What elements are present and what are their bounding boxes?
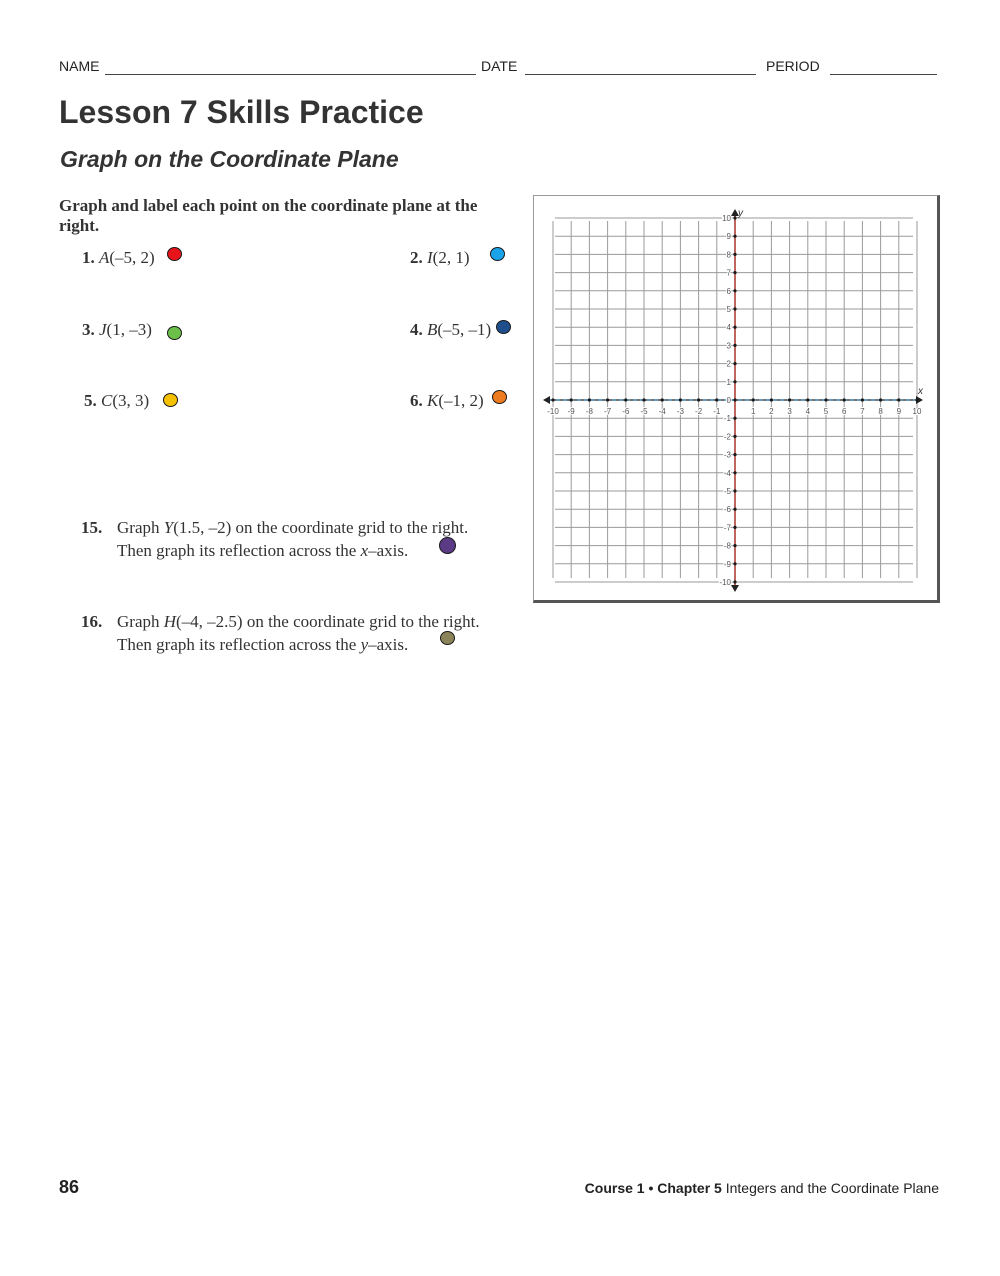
y-axis-arrow-down [731, 585, 739, 592]
problem-number: 3. [82, 320, 95, 339]
x-tick-dot [770, 398, 773, 401]
x-tick-label: -3 [676, 407, 684, 416]
x-tick-dot [606, 398, 609, 401]
x-tick-dot [642, 398, 645, 401]
y-axis-label: y [738, 208, 743, 219]
y-tick-dot [733, 489, 736, 492]
y-tick-label: -8 [723, 541, 731, 551]
point-coords: (1, –3) [106, 320, 152, 339]
point-letter: J [99, 320, 107, 339]
x-tick-label: 3 [787, 407, 792, 416]
y-tick-label: 10 [722, 214, 731, 223]
x-tick-label: -7 [604, 407, 612, 416]
task-line-2: Then graph its reflection across the y–axis. [117, 635, 409, 654]
x-tick-dot [824, 398, 827, 401]
point-coords: (–5, –1) [437, 320, 492, 339]
x-tick-label: -6 [622, 407, 630, 416]
draggable-point-c[interactable] [163, 393, 178, 407]
y-tick-label: -9 [723, 559, 731, 569]
x-tick-label: -9 [567, 407, 575, 416]
problem-number: 2. [410, 248, 423, 267]
draggable-point-i[interactable] [490, 247, 505, 261]
y-tick-label: 6 [726, 286, 731, 296]
x-tick-dot [788, 398, 791, 401]
x-tick-label: 10 [912, 407, 922, 416]
x-tick-dot [570, 398, 573, 401]
problem-number: 5. [84, 391, 97, 410]
page-subtitle: Graph on the Coordinate Plane [60, 146, 399, 172]
point-letter: B [427, 320, 438, 339]
x-tick-dot [697, 398, 700, 401]
x-tick-dot [588, 398, 591, 401]
x-tick-label: 4 [805, 407, 811, 416]
y-tick-label: 2 [726, 359, 731, 369]
problem-4 [410, 320, 491, 340]
y-tick-dot [733, 271, 736, 274]
problem-3 [82, 320, 152, 340]
problem-1 [82, 248, 155, 268]
footer-course: Course 1 • Chapter 5 Integers and the Coordinate Plane [584, 1180, 939, 1196]
problem-number: 4. [410, 320, 423, 339]
point-letter: A [99, 248, 110, 267]
x-tick-label: 7 [860, 407, 865, 416]
y-tick-dot [733, 362, 736, 365]
x-tick-label: 1 [750, 407, 756, 416]
coordinate-plane[interactable] [533, 195, 939, 602]
date-field[interactable] [525, 74, 756, 75]
y-tick-label: -3 [723, 450, 731, 460]
problem-number: 6. [410, 391, 423, 410]
y-tick-dot [733, 544, 736, 547]
task-line-1: Graph Y(1.5, –2) on the coordinate grid to the right. [117, 518, 469, 537]
problem-6 [410, 391, 484, 411]
x-tick-dot [861, 398, 864, 401]
x-tick-label: -2 [695, 407, 703, 416]
y-tick-dot [733, 216, 736, 219]
y-tick-label: -4 [723, 468, 731, 478]
y-tick-dot [733, 326, 736, 329]
y-tick-label: 7 [726, 268, 731, 278]
y-tick-label: 8 [726, 250, 731, 260]
y-tick-label: 5 [726, 305, 731, 314]
point-letter: C [101, 391, 113, 410]
y-tick-dot [733, 289, 736, 292]
y-tick-label: -5 [723, 487, 731, 496]
point-letter: I [427, 248, 433, 267]
y-tick-label: 9 [726, 232, 731, 242]
x-tick-dot [915, 398, 918, 401]
problem-2 [410, 248, 470, 268]
point-coords: (3, 3) [112, 391, 150, 410]
x-tick-label: -8 [585, 407, 593, 416]
y-tick-dot [733, 307, 736, 310]
y-tick-dot [733, 580, 736, 583]
y-tick-dot [733, 562, 736, 565]
x-tick-label: 8 [878, 407, 883, 416]
task-line-1: Graph H(–4, –2.5) on the coordinate grid to the right. [117, 612, 480, 631]
y-tick-label: -2 [723, 432, 731, 442]
task-number: 15. [81, 518, 103, 537]
y-tick-label: -6 [723, 505, 731, 515]
x-tick-label: 5 [823, 407, 829, 416]
page-number: 86 [59, 1177, 80, 1197]
page-title: Lesson 7 Skills Practice [59, 94, 424, 130]
x-axis-arrow-left [543, 396, 550, 404]
y-tick-dot [733, 380, 736, 383]
x-tick-label: -1 [713, 407, 721, 416]
y-tick-label: -10 [719, 578, 731, 587]
name-field[interactable] [105, 74, 476, 75]
period-label: PERIOD [766, 58, 820, 74]
x-tick-dot [679, 398, 682, 401]
draggable-point-y[interactable] [439, 537, 456, 554]
y-tick-label: 0 [726, 396, 731, 405]
x-tick-label: 6 [841, 407, 847, 416]
x-tick-label: 2 [769, 407, 774, 416]
axis-ticks [551, 216, 918, 583]
x-tick-dot [551, 398, 554, 401]
y-tick-dot [733, 508, 736, 511]
y-tick-label: 3 [726, 341, 731, 351]
x-tick-dot [879, 398, 882, 401]
x-tick-dot [752, 398, 755, 401]
y-tick-label: 4 [726, 323, 731, 333]
x-tick-dot [897, 398, 900, 401]
y-tick-label: -1 [723, 414, 731, 424]
y-tick-dot [733, 526, 736, 529]
problem-5 [84, 391, 149, 411]
draggable-point-b[interactable] [496, 320, 511, 334]
period-field[interactable] [830, 74, 937, 75]
point-coords: (2, 1) [432, 248, 470, 267]
y-tick-dot [733, 435, 736, 438]
point-letter: K [427, 391, 439, 410]
x-tick-dot [843, 398, 846, 401]
x-tick-label: -10 [547, 407, 559, 416]
x-tick-label: 9 [896, 407, 902, 416]
y-tick-label: -7 [723, 523, 731, 533]
x-axis-label: x [918, 386, 923, 397]
x-tick-dot [624, 398, 627, 401]
y-tick-label: 1 [726, 377, 731, 387]
y-tick-dot [733, 471, 736, 474]
problem-number: 1. [82, 248, 95, 267]
point-coords: (–1, 2) [438, 391, 484, 410]
y-tick-dot [733, 253, 736, 256]
instructions: Graph and label each point on the coordinate plane at the right. [59, 196, 478, 235]
y-tick-dot [733, 417, 736, 420]
draggable-point-a[interactable] [167, 247, 182, 261]
draggable-point-h[interactable] [440, 631, 455, 645]
name-label: NAME [59, 58, 100, 74]
y-tick-dot [733, 235, 736, 238]
x-tick-dot [715, 398, 718, 401]
draggable-point-j[interactable] [167, 326, 182, 340]
x-tick-dot [806, 398, 809, 401]
task-number: 16. [81, 612, 103, 631]
task-line-2: Then graph its reflection across the x–axis. [117, 541, 409, 560]
y-tick-dot [733, 344, 736, 347]
y-tick-dot [733, 398, 736, 401]
x-tick-dot [661, 398, 664, 401]
x-tick-label: -4 [658, 407, 666, 416]
y-tick-dot [733, 453, 736, 456]
date-label: DATE [481, 58, 518, 74]
draggable-point-k[interactable] [492, 390, 507, 404]
x-tick-label: -5 [640, 407, 648, 416]
point-coords: (–5, 2) [109, 248, 155, 267]
